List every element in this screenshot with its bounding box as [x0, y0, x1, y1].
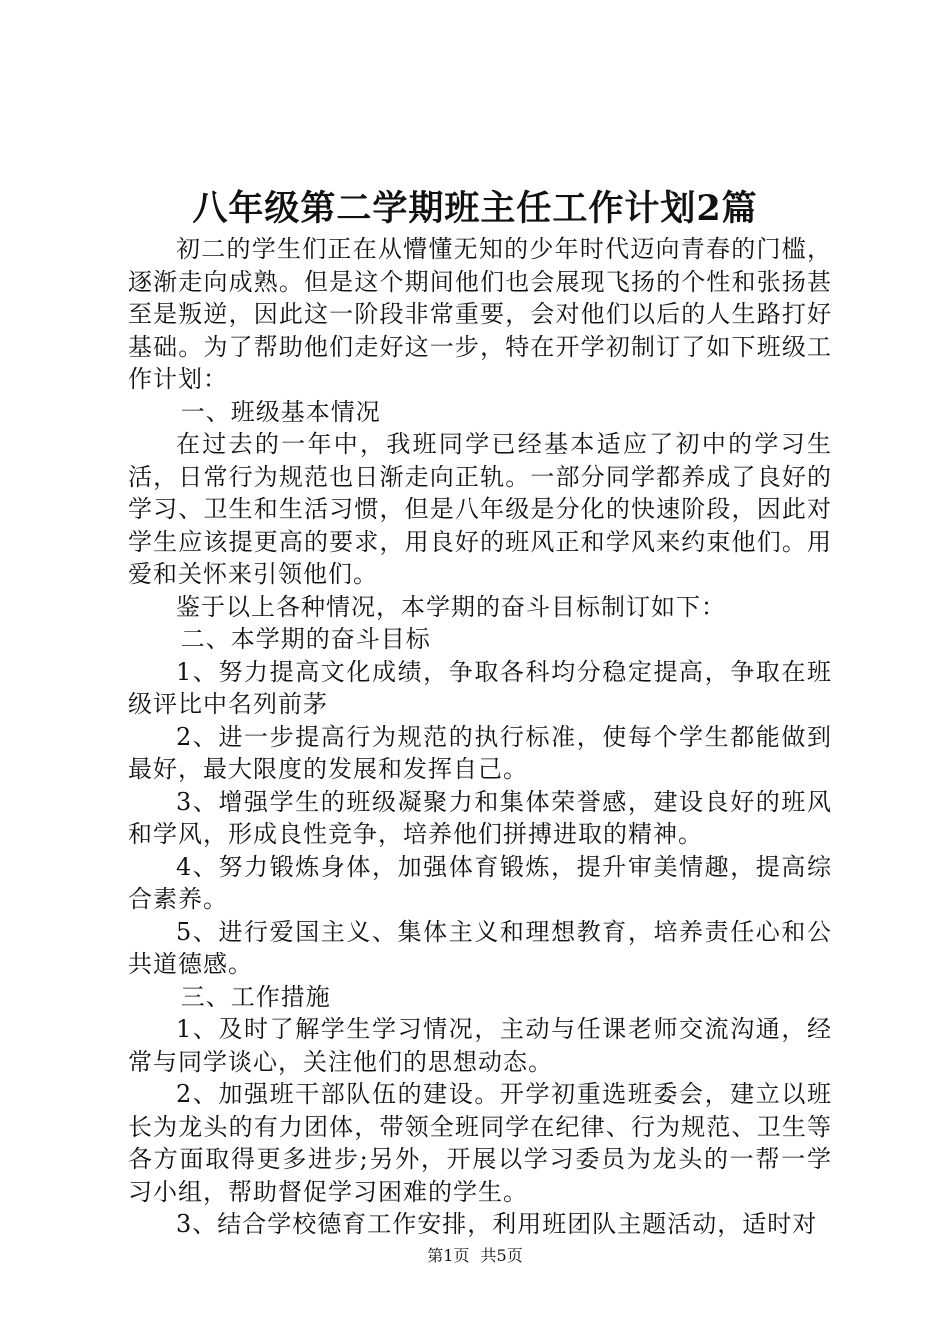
document-body: [128, 233, 832, 1241]
goal-item-5: 5、进行爱国主义、集体主义和理想教育，培养责任心和公共道德感。: [128, 917, 832, 978]
page-total: 共5页: [480, 1246, 523, 1265]
goal-item-2: 2、进一步提高行为规范的执行标准，使每个学生都能做到最好，最大限度的发展和发挥自己。: [128, 722, 832, 783]
document-title: 八年级第二学期班主任工作计划2篇: [192, 188, 758, 229]
page-footer: [0, 1246, 950, 1266]
measure-item-1: 1、及时了解学生学习情况，主动与任课老师交流沟通，经常与同学谈心，关注他们的思想动态。: [128, 1015, 832, 1076]
section-heading-class-status: 一、班级基本情况: [180, 397, 381, 426]
measure-item-3: 3、结合学校德育工作安排，利用班团队主题活动，适时对: [176, 1210, 818, 1238]
paragraph-goals-intro: 鉴于以上各种情况，本学期的奋斗目标制订如下：: [176, 592, 726, 621]
paragraph-class-status: 在过去的一年中，我班同学已经基本适应了初中的学习生活，日常行为规范也日渐走向正轨。一部分同学都养成了良好的学习、卫生和生活习惯，但是八年级是分化的快速阶段，因此对学生应该提更高的要求，用良好的班风正和学风来约束他们。用爱和关怀来引领他们。: [128, 430, 832, 588]
section-heading-measures: 三、工作措施: [180, 982, 331, 1011]
goal-item-1: 1、努力提高文化成绩，争取各科均分稳定提高，争取在班级评比中名列前茅: [128, 657, 832, 718]
intro-paragraph: 初二的学生们正在从懵懂无知的少年时代迈向青春的门槛，逐渐走向成熟。但是这个期间他们也会展现飞扬的个性和张扬甚至是叛逆，因此这一阶段非常重要，会对他们以后的人生路打好基础。为了帮助他们走好这一步，特在开学初制订了如下班级工作计划：: [128, 235, 832, 393]
measure-item-2: 2、加强班干部队伍的建设。开学初重选班委会，建立以班长为龙头的有力团体，带领全班同学在纪律、行为规范、卫生等各方面取得更多进步;另外，开展以学习委员为龙头的一帮一学习小组，帮助督促学习困难的学生。: [128, 1080, 832, 1206]
goal-item-4: 4、努力锻炼身体，加强体育锻炼，提升审美情趣，提高综合素养。: [128, 852, 832, 913]
goal-item-3: 3、增强学生的班级凝聚力和集体荣誉感，建设良好的班风和学风，形成良性竞争，培养他们拼搏进取的精神。: [128, 787, 832, 848]
page-number: 第1页: [427, 1246, 470, 1265]
section-heading-goals: 二、本学期的奋斗目标: [180, 625, 431, 653]
